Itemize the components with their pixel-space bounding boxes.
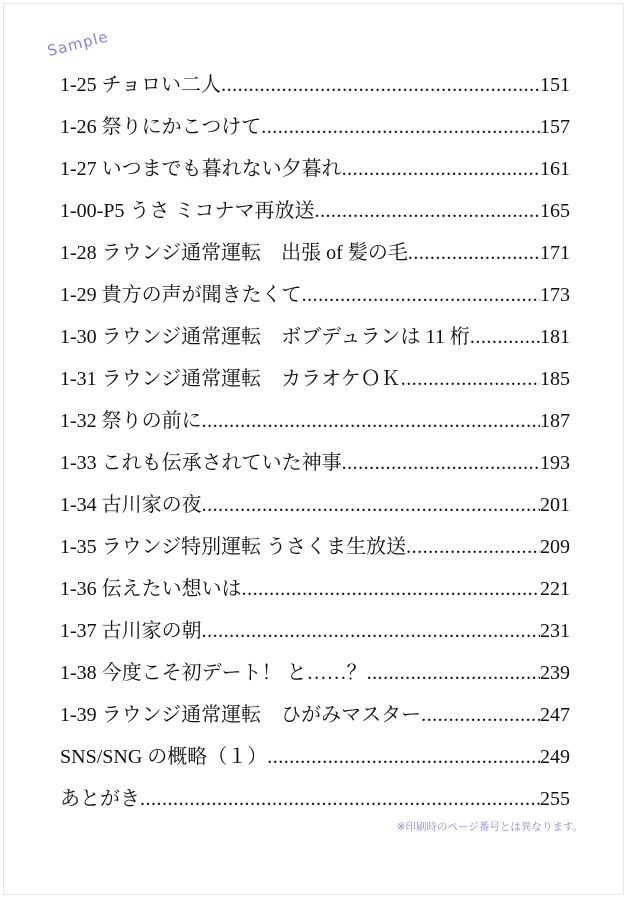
toc-dot-leader [470,320,540,354]
toc-entry-title: 1-26 祭りにかこつけて [60,116,262,138]
toc-dot-leader [202,614,540,648]
toc-entry [60,110,570,152]
toc-dot-leader [342,152,540,186]
toc-dot-leader [367,656,540,690]
toc-entry [60,530,570,572]
sample-watermark: Sample [45,27,111,61]
toc-entry [60,446,570,488]
toc-entry-title: 1-29 貴方の声が聞きたくて [60,284,302,306]
toc-entry-page: 165 [540,200,570,222]
toc-entry-title: 1-37 古川家の朝 [60,620,202,642]
toc-entry [60,404,570,446]
toc-entry-page: 231 [540,620,570,642]
toc-entry-title: 1-30 ラウンジ通常運転 ボブデュランは 11 桁 [60,326,470,348]
toc-entry-page: 185 [540,368,570,390]
toc-entry-title: 1-32 祭りの前に [60,410,202,432]
toc-entry-page: 173 [540,284,570,306]
toc-dot-leader [261,110,540,144]
page-number-note: ※印刷時のページ番号とは異なります。 [396,821,583,833]
table-of-contents [60,68,570,824]
toc-dot-leader [401,362,540,396]
toc-entry-title: 1-27 いつまでも暮れない夕暮れ [60,158,342,180]
toc-dot-leader [302,278,540,312]
toc-entry [60,320,570,362]
toc-dot-leader [242,572,540,606]
toc-entry-title: 1-00-P5 うさ ミコナマ再放送 [60,200,315,222]
toc-entry-page: 249 [540,746,570,768]
toc-entry-page: 193 [540,452,570,474]
toc-entry-page: 171 [540,242,570,264]
toc-entry [60,740,570,782]
toc-entry [60,656,570,698]
toc-entry-page: 255 [540,788,570,810]
toc-entry-title: 1-33 これも伝承されていた神事 [60,452,342,474]
toc-entry [60,782,570,824]
toc-entry-title: 1-36 伝えたい想いは [60,578,242,600]
toc-entry-page: 151 [540,74,570,96]
toc-entry-title: 1-34 古川家の夜 [60,494,202,516]
toc-dot-leader [342,446,540,480]
toc-dot-leader [408,236,540,270]
toc-entry [60,698,570,740]
toc-entry [60,236,570,278]
toc-entry-page: 247 [540,704,570,726]
toc-entry-page: 209 [540,536,570,558]
toc-entry-page: 201 [540,494,570,516]
toc-entry-title: 1-31 ラウンジ通常運転 カラオケＯＫ [60,368,401,390]
toc-entry-title: 1-35 ラウンジ特別運転 うさくま生放送 [60,536,407,558]
toc-entry-title: 1-25 チョロい二人 [60,74,222,96]
toc-entry [60,278,570,320]
toc-dot-leader [406,530,540,564]
toc-entry-title: SNS/SNG の概略（１） [60,746,268,768]
toc-entry-page: 157 [540,116,570,138]
toc-entry-page: 221 [540,578,570,600]
toc-entry [60,572,570,614]
toc-dot-leader [202,404,540,438]
toc-entry-page: 187 [540,410,570,432]
toc-dot-leader [267,740,540,774]
toc-entry-page: 161 [540,158,570,180]
toc-dot-leader [140,782,540,816]
toc-entry-page: 181 [540,326,570,348]
toc-entry-title: 1-39 ラウンジ通常運転 ひがみマスター [60,704,422,726]
toc-dot-leader [202,488,540,522]
toc-dot-leader [221,68,540,102]
toc-dot-leader [421,698,540,732]
toc-entry [60,152,570,194]
toc-entry-page: 239 [540,662,570,684]
toc-entry [60,362,570,404]
toc-entry [60,68,570,110]
toc-entry-title: あとがき [60,788,140,810]
toc-entry [60,614,570,656]
toc-entry-title: 1-28 ラウンジ通常運転 出張 of 髪の毛 [60,242,408,264]
toc-entry-title: 1-38 今度こそ初デート！ と……？ [60,662,367,684]
toc-entry [60,488,570,530]
toc-entry [60,194,570,236]
toc-dot-leader [314,194,540,228]
